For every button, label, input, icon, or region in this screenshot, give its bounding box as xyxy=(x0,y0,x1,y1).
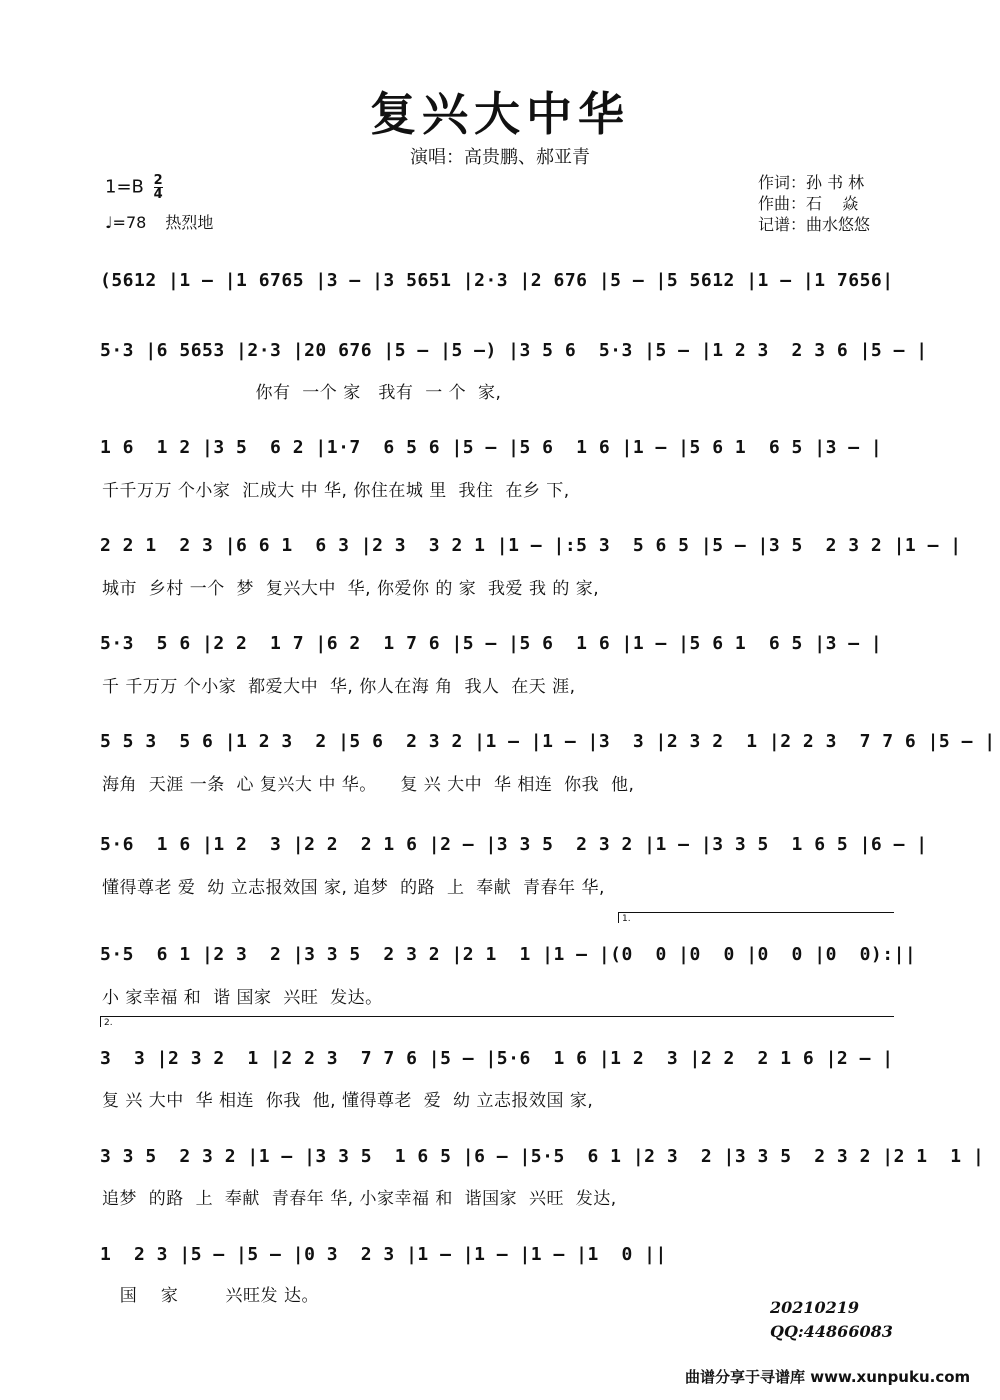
time-bottom: 4 xyxy=(153,187,163,202)
time-top: 2 xyxy=(153,173,163,188)
source-footer: 曲谱分享于寻谱库 www.xunpuku.com xyxy=(685,1368,971,1386)
tempo-mark: ♩=78 xyxy=(105,213,147,232)
lyrics-line-8: 小 家幸福 和 谐 国家 兴旺 发达。 xyxy=(102,988,383,1008)
lyrics-line-9: 复 兴 大中 华 相连 你我 他, 懂得尊老 爱 幼 立志报效国 家, xyxy=(102,1091,594,1111)
notation-line-8: 5·5 6 1 |2 3 2 |3 3 5 2 3 2 |2 1 1 |1 – |(0 0 |0 0 |0 0 |0 0):|| xyxy=(100,944,917,965)
composer: 作曲：石 焱 xyxy=(758,194,859,213)
first-ending-label: 1. xyxy=(622,914,631,924)
credits xyxy=(758,172,870,235)
notation-line-6: 5 5 3 5 6 |1 2 3 2 |5 6 2 3 2 |1 – |1 – |3 3 |2 3 2 1 |2 2 3 7 7 6 |5 – | xyxy=(100,731,996,752)
notation-line-11: 1 2 3 |5 – |5 – |0 3 2 3 |1 – |1 – |1 – |1 0 || xyxy=(100,1244,667,1265)
lyrics-line-2: 你有 一个 家 我有 一 个 家, xyxy=(102,383,502,403)
notation-line-7: 5·6 1 6 |1 2 3 |2 2 2 1 6 |2 – |3 3 5 2 3 2 |1 – |3 3 5 1 6 5 |6 – | xyxy=(100,834,928,855)
lyricist: 作词：孙 书 林 xyxy=(758,173,865,192)
lyrics-line-6: 海角 天涯 一条 心 复兴大 中 华。 复 兴 大中 华 相连 你我 他, xyxy=(102,775,635,795)
lyrics-line-5: 千 千万万 个小家 都爱大中 华, 你人在海 角 我人 在天 涯, xyxy=(102,677,576,697)
lyrics-line-7: 懂得尊老 爱 幼 立志报效国 家, 追梦 的路 上 奉献 青春年 华, xyxy=(102,878,605,898)
notation-line-4: 2 2 1 2 3 |6 6 1 6 3 |2 3 3 2 1 |1 – |:5 3 5 6 5 |5 – |3 5 2 3 2 |1 – | xyxy=(100,535,962,556)
lyrics-line-11: 国 家 兴旺发 达。 xyxy=(102,1286,319,1306)
notation-line-9: 3 3 |2 3 2 1 |2 2 3 7 7 6 |5 – |5·6 1 6 |1 2 3 |2 2 2 1 6 |2 – | xyxy=(100,1048,894,1069)
notation-line-3: 1 6 1 2 |3 5 6 2 |1·7 6 5 6 |5 – |5 6 1 6 |1 – |5 6 1 6 5 |3 – | xyxy=(100,437,883,458)
second-ending-bracket xyxy=(100,1016,894,1027)
notation-line-2: 5·3 |6 5653 |2·3 |20 676 |5 – |5 –) |3 5 6 5·3 |5 – |1 2 3 2 3 6 |5 – | xyxy=(100,340,928,361)
expression-mark: 热烈地 xyxy=(165,213,214,232)
transcription-date: 20210219 xyxy=(770,1298,860,1317)
transcriber: 记谱：曲水悠悠 xyxy=(758,215,871,234)
song-title: 复兴大中华 xyxy=(370,87,630,141)
notation-line-10: 3 3 5 2 3 2 |1 – |3 3 5 1 6 5 |6 – |5·5 6 1 |2 3 2 |3 3 5 2 3 2 |2 1 1 | xyxy=(100,1146,985,1167)
key-signature xyxy=(105,174,163,201)
performers: 演唱：高贵鹏、郝亚青 xyxy=(410,147,590,168)
second-ending-label: 2. xyxy=(104,1018,113,1028)
first-ending-bracket xyxy=(618,912,894,923)
notation-line-1: (5612 |1 – |1 6765 |3 – |3 5651 |2·3 |2 676 |5 – |5 5612 |1 – |1 7656| xyxy=(100,270,894,291)
contact-qq: QQ:44866083 xyxy=(770,1322,893,1341)
lyrics-line-3: 千千万万 个小家 汇成大 中 华, 你住在城 里 我住 在乡 下, xyxy=(102,481,570,501)
key-label: 1=B xyxy=(105,176,144,198)
lyrics-line-4: 城市 乡村 一个 梦 复兴大中 华, 你爱你 的 家 我爱 我 的 家, xyxy=(102,579,600,599)
notation-line-5: 5·3 5 6 |2 2 1 7 |6 2 1 7 6 |5 – |5 6 1 6 |1 – |5 6 1 6 5 |3 – | xyxy=(100,633,883,654)
tempo xyxy=(105,210,213,233)
time-signature xyxy=(154,174,163,201)
lyrics-line-10: 追梦 的路 上 奉献 青春年 华, 小家幸福 和 谐国家 兴旺 发达, xyxy=(102,1189,617,1209)
